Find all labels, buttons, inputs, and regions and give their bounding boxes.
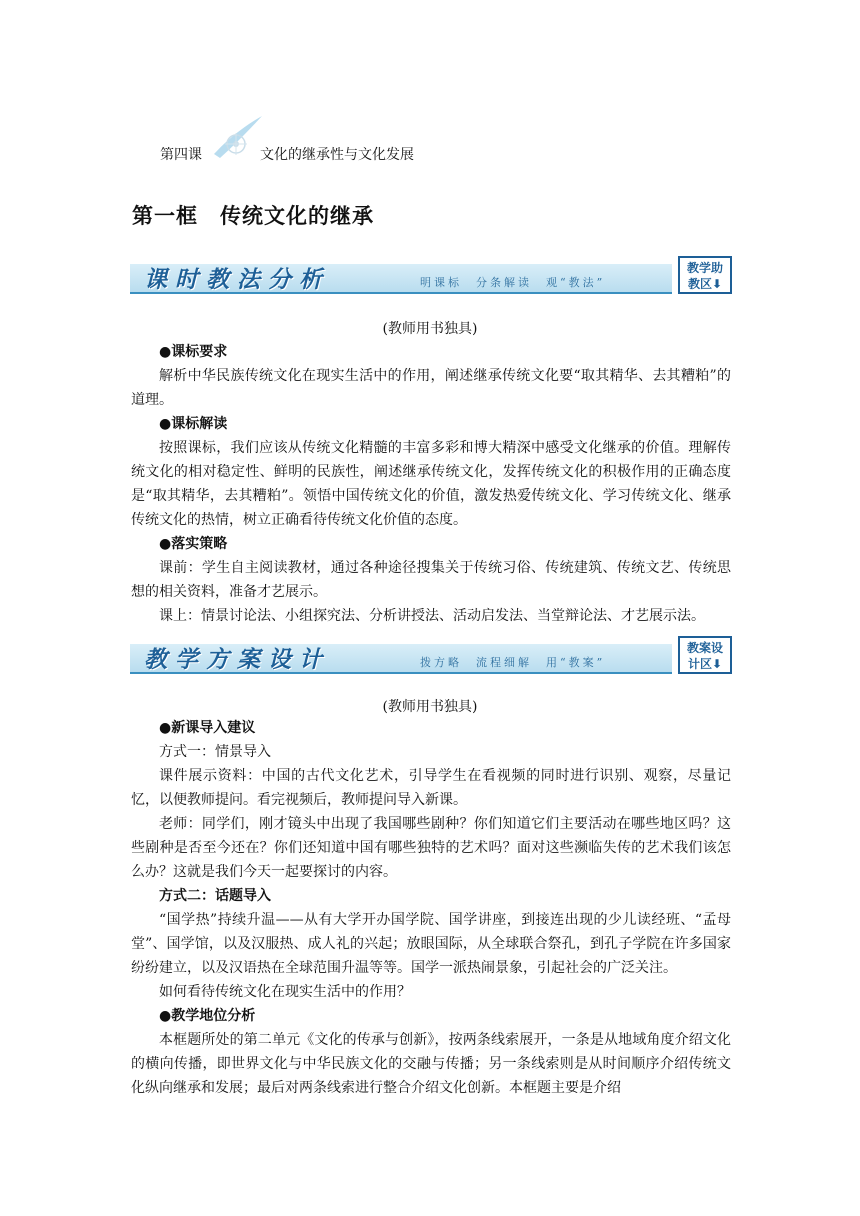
banner-box-line1: 教学助 (686, 261, 723, 275)
heading-implementation-strategy: ●落实策略 (159, 536, 228, 552)
heading-lead-in-suggestions: ●新课导入建议 (159, 720, 256, 736)
banner-box-line1: 教案设 (686, 641, 723, 655)
paragraph: 本框题所处的第二单元《文化的传承与创新》，按两条线索展开，一条是从地域角度介绍文化的横向传播，即世界文化与中华民族文化的交融与传播；另一条线索则是从时间顺序介绍传统文化纵向继承和发展；最后对两条线索进行整合介绍文化创新。本框题主要是介绍 (131, 1032, 731, 1096)
lesson-number: 第四课 (160, 147, 202, 163)
section-analysis (131, 340, 731, 628)
paragraph: 按照课标，我们应该从传统文化精髓的丰富多彩和博大精深中感受文化继承的价值。理解传统文化的相对稳定性、鲜明的民族性，阐述继承传统文化，发挥传统文化的积极作用的正确态度是“取其精华，去其糟粕”。领悟中国传统文化的价值，激发热爱传统文化、学习传统文化、继承传统文化的热情，树立正确看待传统文化价值的态度。 (131, 440, 731, 528)
teacher-only-note: (教师用书独具) (382, 699, 478, 715)
banner-title: 课时教法分析 (144, 267, 330, 293)
banner-box-label (678, 256, 732, 294)
heading-curriculum-interpretation: ●课标解读 (159, 416, 228, 432)
banner-title: 教学方案设计 (144, 647, 330, 673)
paragraph: 如何看待传统文化在现实生活中的作用？ (159, 984, 411, 1000)
heading-curriculum-requirements: ●课标要求 (159, 344, 228, 360)
paragraph: 课前：学生自主阅读教材，通过各种途径搜集关于传统习俗、传统建筑、传统文艺、传统思想的相关资料，准备才艺展示。 (131, 560, 731, 600)
banner-teaching-analysis (130, 256, 732, 296)
banner-box-line2: 教区⬇ (687, 277, 723, 291)
paragraph: 老师：同学们，刚才镜头中出现了我国哪些剧种？你们知道它们主要活动在哪些地区吗？这些剧种是否至今还在？你们还知道中国有哪些独特的艺术吗？面对这些濒临失传的艺术我们该怎么办？这就是我们今天一起要探讨的内容。 (131, 816, 731, 880)
frame-title: 第一框 传统文化的继承 (132, 204, 374, 228)
banner-subtitle: 明课标 分条解读 观“教法” (420, 276, 606, 289)
lesson-title: 文化的继承性与文化发展 (260, 147, 414, 163)
heading-method-two: 方式二：话题导入 (159, 888, 271, 904)
heading-teaching-position: ●教学地位分析 (159, 1008, 256, 1024)
paragraph: “国学热”持续升温——从有大学开办国学院、国学讲座，到接连出现的少儿读经班、“孟母堂”、国学馆，以及汉服热、成人礼的兴起；放眼国际，从全球联合祭孔，到孔子学院在许多国家纷纷建立，以及汉语热在全球范围升温等等。国学一派热闹景象，引起社会的广泛关注。 (131, 912, 731, 976)
banner-box-label (678, 636, 732, 674)
paragraph: 课上：情景讨论法、小组探究法、分析讲授法、活动启发法、当堂辩论法、才艺展示法。 (159, 608, 705, 624)
paragraph: 方式一：情景导入 (159, 744, 271, 760)
teacher-only-note: (教师用书独具) (382, 321, 478, 337)
paragraph: 解析中华民族传统文化在现实生活中的作用，阐述继承传统文化要“取其精华、去其糟粕”的道理。 (131, 368, 731, 408)
paragraph: 课件展示资料：中国的古代文化艺术，引导学生在看视频的同时进行识别、观察，尽量记忆，以便教师提问。看完视频后，教师提问导入新课。 (131, 768, 731, 808)
banner-lesson-plan (130, 636, 732, 676)
section-lesson-plan (131, 716, 731, 1100)
banner-subtitle: 拨方略 流程细解 用“教案” (420, 656, 606, 669)
compass-swoosh-icon (210, 114, 266, 162)
banner-box-line2: 计区⬇ (687, 657, 723, 671)
